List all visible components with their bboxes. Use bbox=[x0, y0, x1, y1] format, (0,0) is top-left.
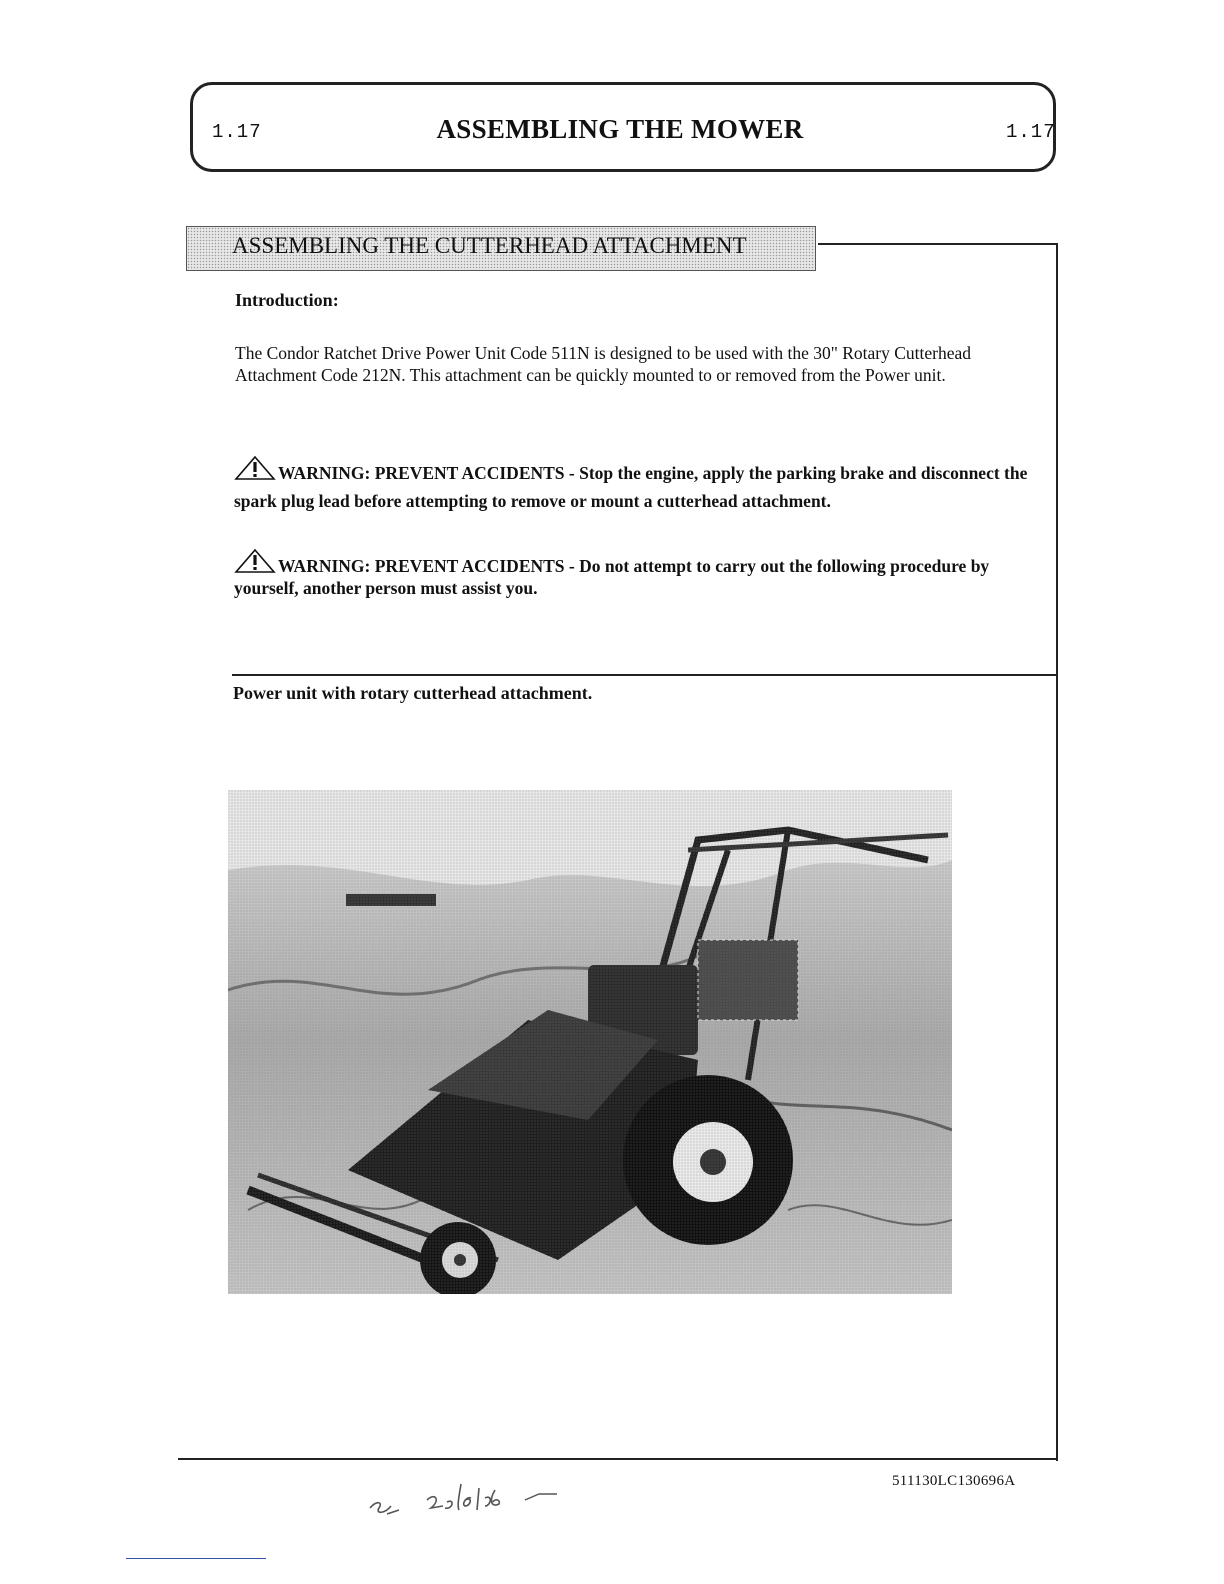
page-title: ASSEMBLING THE MOWER bbox=[436, 114, 804, 144]
warning-triangle-icon bbox=[234, 548, 276, 578]
mower-photo bbox=[228, 790, 952, 1294]
warning-1 bbox=[234, 455, 1034, 514]
footnote-rule bbox=[126, 1558, 266, 1559]
document-code: 511130LC130696A bbox=[892, 1473, 1016, 1489]
section-rule-top bbox=[818, 243, 1058, 245]
warning-2 bbox=[234, 548, 1034, 598]
section-number-left: 1.17 bbox=[212, 121, 262, 143]
section-rule-middle bbox=[232, 674, 1058, 676]
warning-triangle-icon bbox=[234, 455, 276, 488]
section-number-right: 1.17 bbox=[1006, 121, 1056, 143]
introduction-label: Introduction: bbox=[235, 290, 339, 310]
introduction-body: The Condor Ratchet Drive Power Unit Code 511N is designed to be used with the 30" Rotary Cutterhead Attachment Code 212N. This attachment can be quickly mounted to or removed from the Power unit. bbox=[235, 343, 972, 385]
subheading: ASSEMBLING THE CUTTERHEAD ATTACHMENT bbox=[232, 233, 747, 258]
section-rule-right bbox=[1056, 243, 1058, 1461]
figure-caption: Power unit with rotary cutterhead attachment. bbox=[233, 683, 593, 703]
warning-1-text: WARNING: PREVENT ACCIDENTS - Stop the engine, apply the parking brake and disconnect the spark plug lead before attempting to remove or mount a cutterhead attachment. bbox=[234, 463, 1028, 511]
handwritten-signature bbox=[365, 1470, 575, 1535]
warning-2-text: WARNING: PREVENT ACCIDENTS - Do not attempt to carry out the following procedure by yourself, another person must assist you. bbox=[234, 556, 990, 598]
section-rule-bottom bbox=[178, 1458, 1058, 1460]
